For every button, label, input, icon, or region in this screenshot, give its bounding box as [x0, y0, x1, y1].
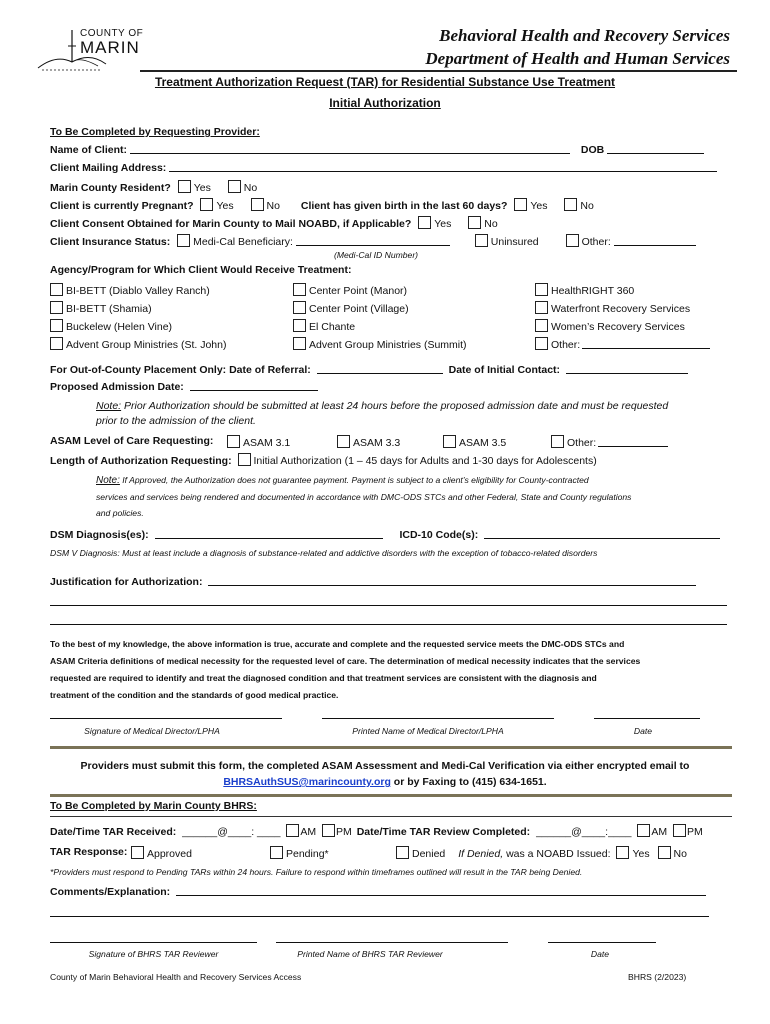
- agency-checkbox[interactable]: [50, 283, 63, 296]
- logo-marin-text: MARIN: [80, 38, 140, 57]
- agency-checkbox[interactable]: [50, 301, 63, 314]
- initial-contact-label: Date of Initial Contact:: [448, 364, 561, 376]
- asam-option[interactable]: [443, 435, 506, 449]
- submit-top-rule: [50, 746, 732, 749]
- referral-label: For Out-of-County Placement Only: Date of Referral:: [50, 364, 311, 376]
- insurance-other-checkbox[interactable]: [566, 234, 579, 247]
- footer-right: BHRS (2/2023): [628, 972, 687, 982]
- placement-note-text2: prior to the admission of the client.: [96, 415, 256, 427]
- pending-checkbox[interactable]: [270, 846, 283, 859]
- pending-option[interactable]: [270, 846, 329, 860]
- birth-no-label: No: [580, 200, 594, 212]
- authorization-note-1: If Approved, the Authorization does not guarantee payment. Payment is subject to a client’s eligibility for County-contracted: [122, 475, 589, 485]
- attestation-line-1: To the best of my knowledge, the above information is true, accurate and complete and the requested service meets the DMC-ODS STCs and: [50, 639, 625, 649]
- asam-option[interactable]: [337, 435, 400, 449]
- agency-option-label: Advent Group Ministries (Summit): [309, 339, 467, 351]
- dsm-field[interactable]: [155, 538, 383, 539]
- asam-option-label: ASAM 3.1: [243, 437, 291, 449]
- logo-county-text: COUNTY OF: [80, 28, 144, 39]
- agency-checkbox[interactable]: [293, 337, 306, 350]
- client-name-row: [50, 144, 704, 156]
- consent-label: Client Consent Obtained for Marin County to Mail NOABD, if Applicable?: [50, 218, 412, 230]
- pending-note: *Providers must respond to Pending TARs within 24 hours. Failure to respond within timeframes outlined will result in the TAR being Denied.: [50, 867, 583, 877]
- justification-line-2[interactable]: [50, 605, 727, 606]
- reviewer-signature-line[interactable]: [50, 942, 257, 943]
- submit-line-2: or by Faxing to (415) 634-1651.: [390, 776, 547, 788]
- response-label: TAR Response:: [50, 846, 128, 858]
- dsm-label: DSM Diagnosis(es):: [50, 529, 149, 541]
- mailing-address-row: [50, 162, 717, 174]
- consent-no-label: No: [484, 218, 498, 230]
- review-pm-checkbox[interactable]: [673, 824, 686, 837]
- noabd-label: was a NOABD Issued:: [503, 848, 611, 860]
- medical-checkbox[interactable]: [177, 234, 190, 247]
- dob-field[interactable]: [607, 153, 704, 154]
- org-name-2: Department of Health and Human Services: [425, 49, 730, 68]
- received-row: [50, 824, 703, 838]
- agency-option[interactable]: [535, 318, 710, 336]
- reviewer-date-caption: Date: [590, 949, 610, 959]
- agency-checkbox[interactable]: [50, 319, 63, 332]
- agency-option[interactable]: [535, 300, 710, 318]
- justification-label: Justification for Authorization:: [50, 576, 203, 588]
- resident-no-checkbox[interactable]: [228, 180, 241, 193]
- authorization-note: [96, 472, 631, 521]
- noabd-yes-checkbox[interactable]: [616, 846, 629, 859]
- medical-director-name-line[interactable]: [322, 718, 554, 719]
- agency-col-1: [50, 282, 226, 354]
- denied-checkbox[interactable]: [396, 846, 409, 859]
- agency-option-label: Center Point (Manor): [309, 285, 408, 297]
- mailing-address-field[interactable]: [169, 171, 717, 172]
- approved-label: Approved: [147, 848, 192, 860]
- agency-option-label: El Chante: [309, 321, 356, 333]
- form-title: Treatment Authorization Request (TAR) for Residential Substance Use Treatment: [154, 75, 616, 89]
- agency-option[interactable]: [535, 336, 710, 354]
- length-checkbox[interactable]: [238, 453, 251, 466]
- placement-note-label: Note:: [96, 400, 122, 412]
- uninsured-checkbox[interactable]: [475, 234, 488, 247]
- asam-other-field[interactable]: [598, 446, 668, 447]
- county-section-title: To Be Completed by Marin County BHRS:: [50, 800, 257, 812]
- submit-instructions: [0, 758, 770, 790]
- insurance-label: Client Insurance Status:: [50, 236, 171, 248]
- response-row: [50, 846, 127, 858]
- birth-label: Client has given birth in the last 60 days?: [300, 200, 508, 212]
- agency-checkbox[interactable]: [293, 319, 306, 332]
- agency-checkbox[interactable]: [535, 337, 548, 350]
- noabd-yes-label: Yes: [632, 848, 650, 860]
- review-am-label: AM: [651, 826, 668, 838]
- agency-option-label: Advent Group Ministries (St. John): [66, 339, 227, 351]
- consent-yes-checkbox[interactable]: [418, 216, 431, 229]
- pregnant-label: Client is currently Pregnant?: [50, 200, 194, 212]
- agency-option[interactable]: [50, 336, 226, 354]
- attestation-text: [50, 636, 640, 704]
- agency-option-label: BI-BETT (Diablo Valley Ranch): [66, 285, 210, 297]
- agency-option-label: Waterfront Recovery Services: [551, 303, 691, 315]
- received-pm-label: PM: [336, 826, 352, 838]
- agency-option[interactable]: [293, 282, 467, 300]
- birth-yes-checkbox[interactable]: [514, 198, 527, 211]
- review-pm-label: PM: [687, 826, 703, 838]
- county-title-rule: [50, 816, 732, 817]
- agency-option[interactable]: [293, 336, 467, 354]
- consent-yes-label: Yes: [434, 218, 452, 230]
- resident-row: [50, 180, 257, 194]
- length-option-label: Initial Authorization (1 – 45 days for Adults and 1-30 days for Adolescents): [253, 455, 597, 467]
- attestation-line-2: ASAM Criteria definitions of medical necessity for the requested level of care. The determination of medical necessity indicates that the services: [50, 656, 641, 666]
- review-am-checkbox[interactable]: [637, 824, 650, 837]
- provider-section-title: To Be Completed by Requesting Provider:: [50, 126, 260, 138]
- agency-option-label: Women’s Recovery Services: [551, 321, 685, 333]
- asam-checkbox[interactable]: [443, 435, 456, 448]
- agency-other-field[interactable]: [582, 348, 710, 349]
- pregnant-yes-checkbox[interactable]: [200, 198, 213, 211]
- review-label: Date/Time TAR Review Completed:: [356, 826, 531, 838]
- asam-option-label: ASAM 3.5: [459, 437, 507, 449]
- agency-col-2: [293, 282, 467, 354]
- header-rule: [140, 70, 737, 72]
- admission-date-field[interactable]: [190, 390, 318, 391]
- footer-left: County of Marin Behavioral Health and Recovery Services Access: [50, 972, 302, 982]
- reviewer-date-line[interactable]: [548, 942, 656, 943]
- diagnosis-row: [50, 529, 720, 541]
- insurance-other-field[interactable]: [614, 245, 696, 246]
- agency-option-label: Buckelew (Helen Vine): [66, 321, 173, 333]
- asam-option-label: ASAM 3.3: [353, 437, 401, 449]
- pending-label: Pending*: [286, 848, 329, 860]
- denied-option[interactable]: [396, 846, 687, 860]
- length-label: Length of Authorization Requesting:: [50, 455, 232, 467]
- if-denied-label: If Denied,: [458, 848, 504, 860]
- resident-no-label: No: [243, 182, 258, 194]
- asam-option[interactable]: [227, 435, 290, 449]
- asam-row: [50, 435, 213, 447]
- agency-checkbox[interactable]: [50, 337, 63, 350]
- client-name-label: Name of Client:: [50, 144, 128, 156]
- medical-id-note: (Medi-Cal ID Number): [334, 250, 419, 260]
- reviewer-name-caption: Printed Name of BHRS TAR Reviewer: [297, 949, 443, 959]
- comments-field[interactable]: [176, 895, 706, 896]
- submit-email-link[interactable]: BHRSAuthSUS@marincounty.org: [223, 776, 391, 788]
- comments-line-2[interactable]: [50, 916, 709, 917]
- referral-date-field[interactable]: [317, 373, 443, 374]
- comments-row: [50, 886, 706, 898]
- agency-option[interactable]: [293, 318, 467, 336]
- asam-option[interactable]: [551, 435, 668, 449]
- admission-label: Proposed Admission Date:: [50, 381, 184, 393]
- review-fill[interactable]: ______@____:____: [536, 826, 632, 838]
- referral-row: [50, 364, 688, 376]
- medical-label: Medi-Cal Beneficiary:: [193, 236, 293, 248]
- agency-option[interactable]: [535, 282, 710, 300]
- dob-label: DOB: [580, 144, 605, 156]
- agency-option[interactable]: [50, 300, 226, 318]
- agency-label: Agency/Program for Which Client Would Receive Treatment:: [50, 264, 352, 276]
- approved-checkbox[interactable]: [131, 846, 144, 859]
- pregnant-no-label: No: [266, 200, 280, 212]
- initial-contact-field[interactable]: [566, 373, 688, 374]
- noabd-no-checkbox[interactable]: [658, 846, 671, 859]
- county-logo: [36, 28, 146, 72]
- placement-note: [96, 399, 668, 429]
- icd-field[interactable]: [484, 538, 720, 539]
- authorization-note-2: services and services being rendered and documented in accordance with DMC-ODS STCs and other Federal, State and County regulations: [96, 492, 632, 502]
- resident-yes-checkbox[interactable]: [178, 180, 191, 193]
- justification-line-3[interactable]: [50, 624, 727, 625]
- client-name-field[interactable]: [130, 153, 570, 154]
- agency-option-label: Other:: [551, 339, 581, 351]
- agency-option[interactable]: [50, 282, 226, 300]
- medical-director-signature-line[interactable]: [50, 718, 282, 719]
- received-label: Date/Time TAR Received:: [50, 826, 177, 838]
- insurance-row: [50, 234, 696, 248]
- form-subtitle: Initial Authorization: [329, 96, 441, 110]
- consent-row: [50, 216, 498, 230]
- asam-label: ASAM Level of Care Requesting:: [50, 435, 214, 447]
- resident-yes-label: Yes: [193, 182, 211, 194]
- received-am-label: AM: [300, 826, 317, 838]
- approved-option[interactable]: [131, 846, 192, 860]
- icd-label: ICD-10 Code(s):: [399, 529, 479, 541]
- comments-label: Comments/Explanation:: [50, 886, 171, 898]
- asam-checkbox[interactable]: [337, 435, 350, 448]
- agency-checkbox[interactable]: [535, 283, 548, 296]
- mailing-address-label: Client Mailing Address:: [50, 162, 167, 174]
- county-top-rule: [50, 794, 732, 797]
- medical-director-date-caption: Date: [633, 726, 653, 736]
- justification-row: [50, 576, 696, 588]
- noabd-no-label: No: [673, 848, 687, 860]
- asam-checkbox[interactable]: [551, 435, 564, 448]
- submit-line-1: Providers must submit this form, the completed ASAM Assessment and Medi-Cal Verification via either encrypted email to: [80, 760, 690, 772]
- received-am-checkbox[interactable]: [286, 824, 299, 837]
- birth-yes-label: Yes: [530, 200, 548, 212]
- reviewer-name-line[interactable]: [276, 942, 508, 943]
- agency-option-label: Center Point (Village): [309, 303, 409, 315]
- agency-option-label: HealthRIGHT 360: [551, 285, 635, 297]
- medical-director-date-line[interactable]: [594, 718, 700, 719]
- reviewer-signature-caption: Signature of BHRS TAR Reviewer: [88, 949, 219, 959]
- agency-option[interactable]: [50, 318, 226, 336]
- received-pm-checkbox[interactable]: [322, 824, 335, 837]
- medical-director-signature-caption: Signature of Medical Director/LPHA: [84, 726, 220, 736]
- dsm-note: DSM V Diagnosis: Must at least include a diagnosis of substance-related and addictive disorders with the exception of tobacco-related disorders: [50, 548, 598, 558]
- agency-checkbox[interactable]: [293, 301, 306, 314]
- denied-label: Denied: [412, 848, 446, 860]
- resident-label: Marin County Resident?: [50, 182, 171, 194]
- pregnant-yes-label: Yes: [216, 200, 234, 212]
- justification-field[interactable]: [208, 585, 696, 586]
- birth-no-checkbox[interactable]: [564, 198, 577, 211]
- length-row: [50, 453, 597, 467]
- agency-option[interactable]: [293, 300, 467, 318]
- insurance-other-label: Other:: [581, 236, 611, 248]
- org-name-1: Behavioral Health and Recovery Services: [439, 26, 730, 45]
- pregnant-no-checkbox[interactable]: [251, 198, 264, 211]
- asam-option-label: Other:: [567, 437, 597, 449]
- asam-checkbox[interactable]: [227, 435, 240, 448]
- medical-director-name-caption: Printed Name of Medical Director/LPHA: [352, 726, 504, 736]
- medical-id-field[interactable]: [296, 245, 450, 246]
- authorization-note-3: and policies.: [96, 508, 144, 518]
- consent-no-checkbox[interactable]: [468, 216, 481, 229]
- agency-checkbox[interactable]: [535, 319, 548, 332]
- agency-option-label: BI-BETT (Shamia): [66, 303, 152, 315]
- admission-row: [50, 381, 318, 393]
- agency-col-3: [535, 282, 710, 354]
- pregnant-row: [50, 198, 594, 212]
- agency-checkbox[interactable]: [535, 301, 548, 314]
- placement-note-text1: Prior Authorization should be submitted at least 24 hours before the proposed admission date and must be requested: [124, 400, 669, 412]
- attestation-line-4: treatment of the condition and the standards of good medical practice.: [50, 690, 339, 700]
- agency-checkbox[interactable]: [293, 283, 306, 296]
- authorization-note-label: Note:: [96, 475, 120, 486]
- attestation-line-3: requested are required to identify and treat the diagnosed condition and that treatment services are consistent with the diagnosis and: [50, 673, 597, 683]
- uninsured-label: Uninsured: [490, 236, 539, 248]
- received-fill[interactable]: ______@____: ____: [182, 826, 281, 838]
